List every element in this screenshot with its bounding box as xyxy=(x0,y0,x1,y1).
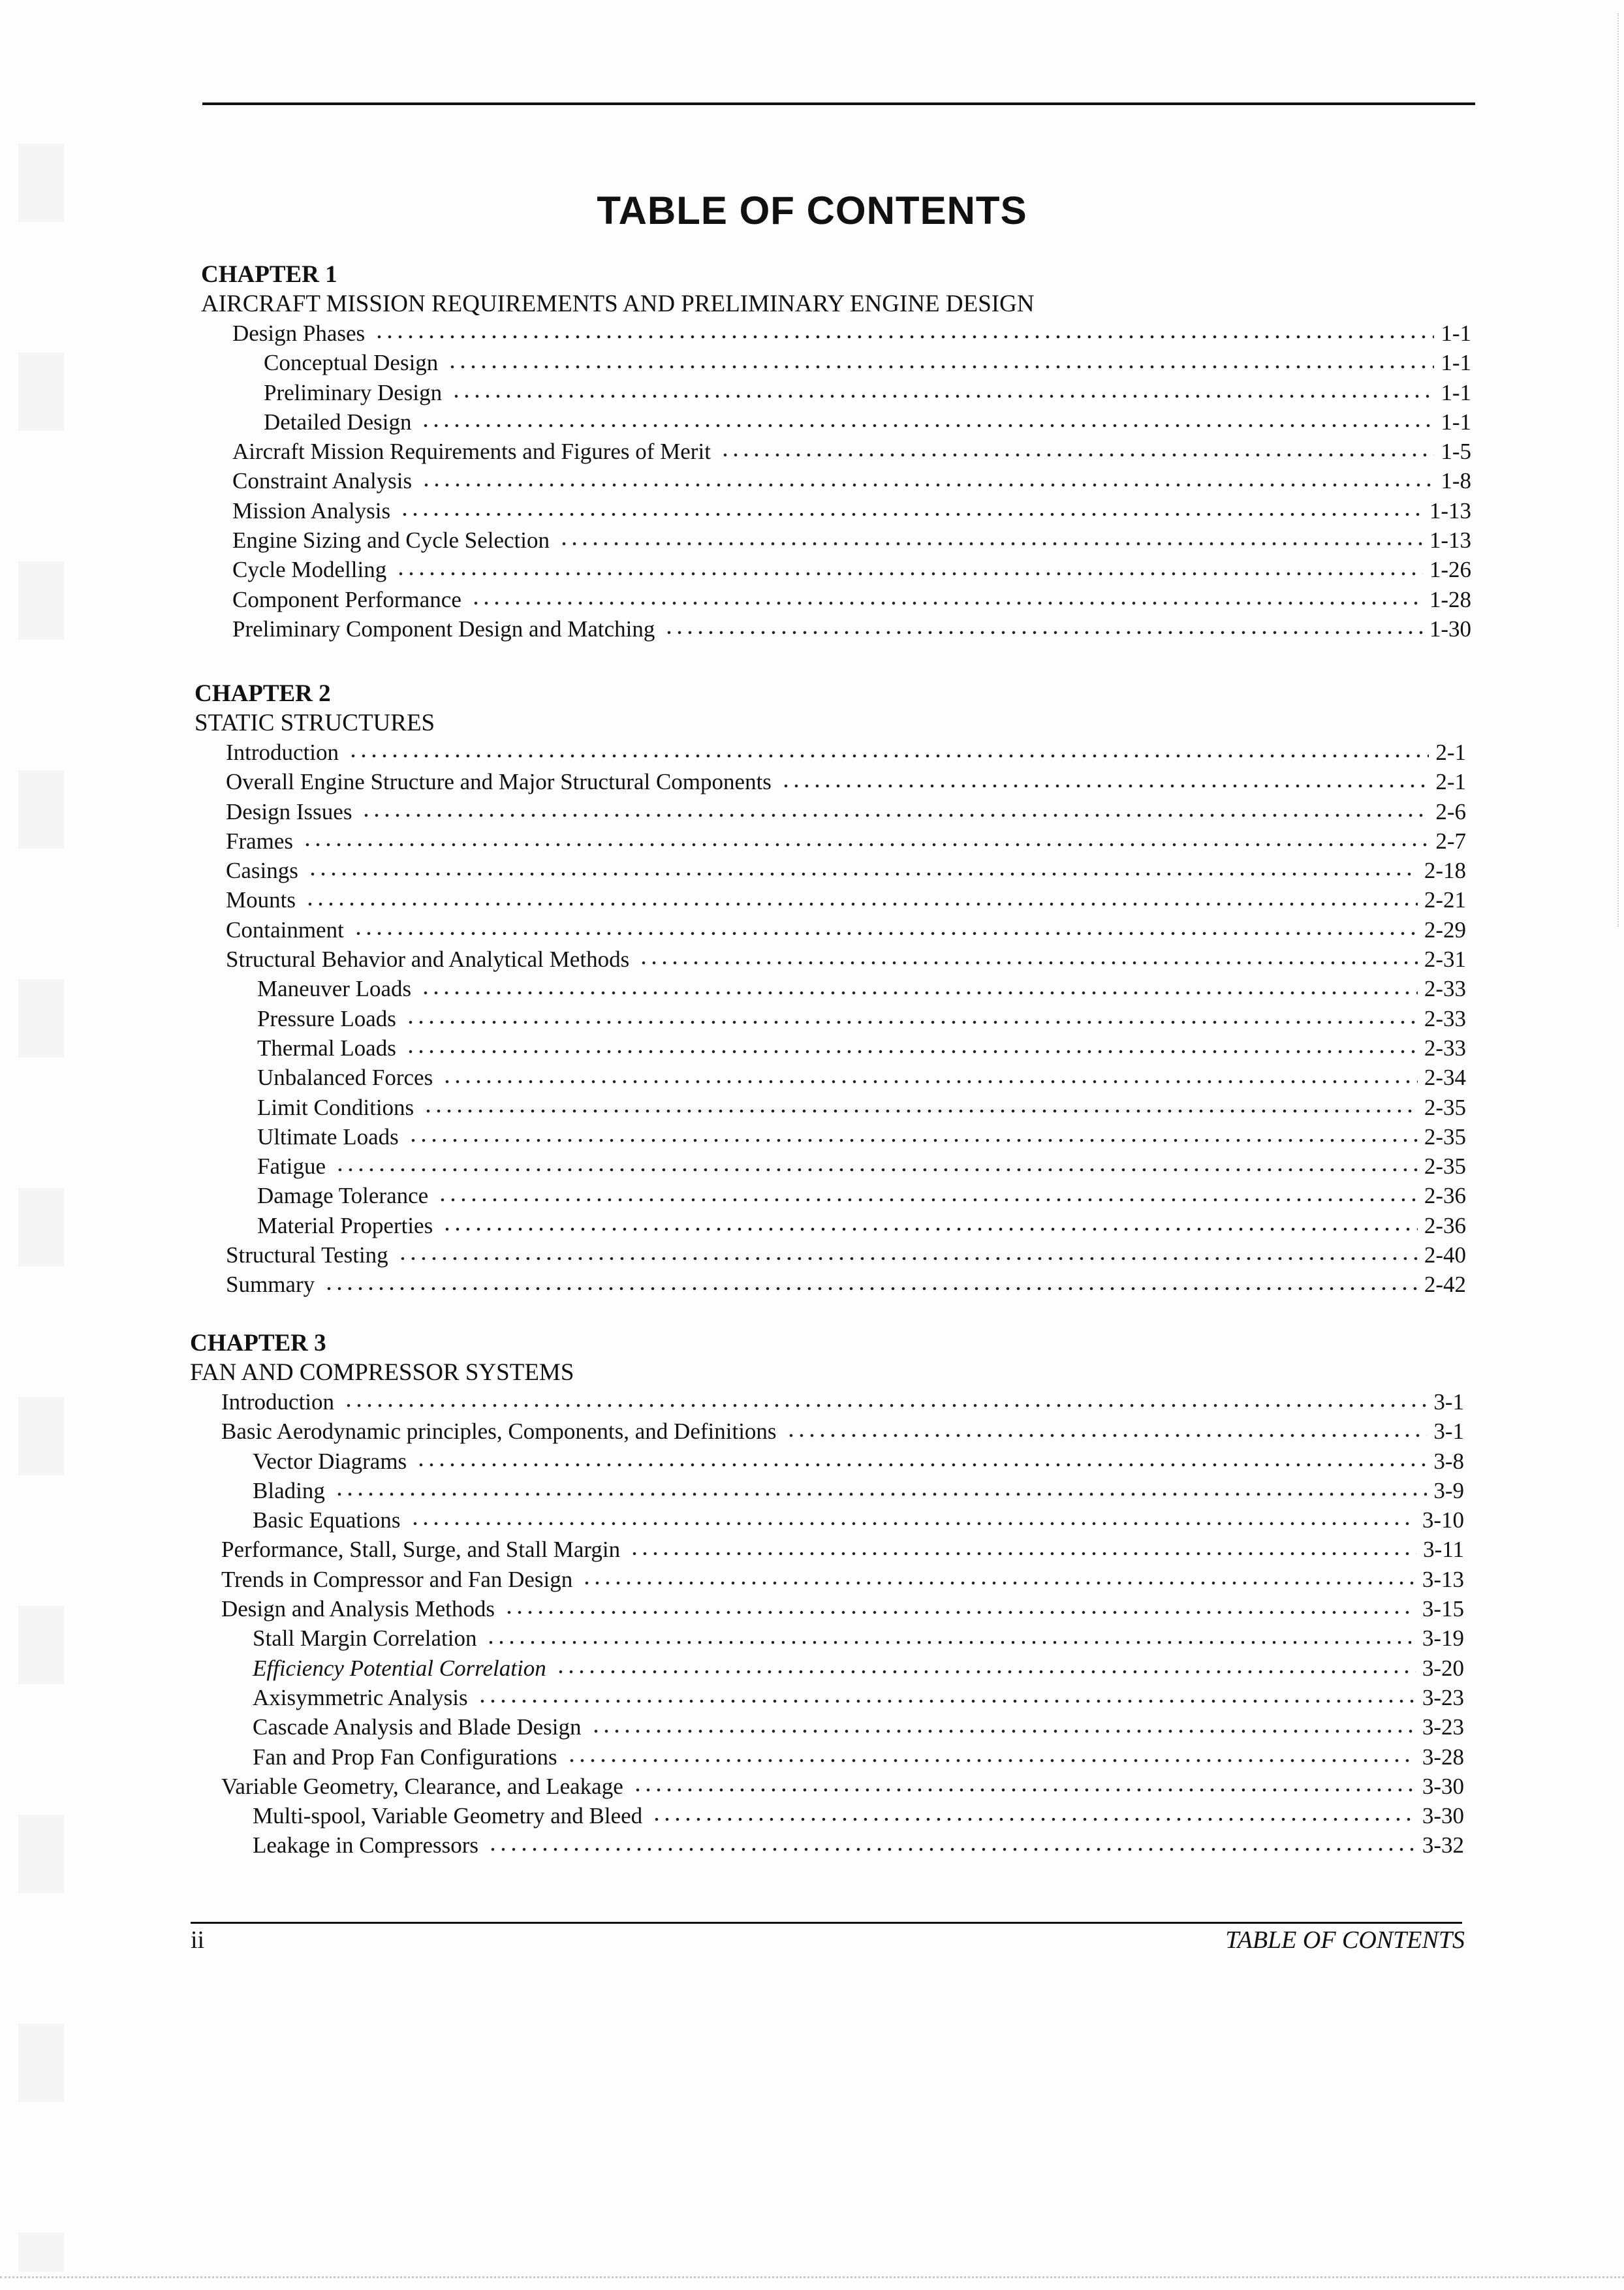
toc-entry-label: Design Phases xyxy=(232,321,366,346)
dot-leader xyxy=(408,1138,1418,1143)
chapter-entries xyxy=(190,1387,1464,1860)
footer-running-title: TABLE OF CONTENTS xyxy=(1225,1926,1465,1954)
footer-rule xyxy=(191,1922,1462,1924)
dot-leader xyxy=(307,871,1418,877)
dot-leader xyxy=(447,364,1434,369)
toc-entry xyxy=(201,614,1471,644)
dot-leader xyxy=(324,1286,1418,1291)
toc-entry-page: 1-5 xyxy=(1441,439,1471,465)
dot-leader xyxy=(420,990,1418,996)
toc-entry-page: 3-15 xyxy=(1422,1596,1464,1622)
toc-entry-label: Mission Analysis xyxy=(232,497,391,524)
scan-edge-artifact-right xyxy=(1611,13,1619,927)
toc-entry-page: 3-11 xyxy=(1423,1537,1464,1563)
toc-entry-page: 3-1 xyxy=(1433,1419,1464,1445)
dot-leader xyxy=(651,1817,1416,1822)
dot-leader xyxy=(559,541,1423,546)
toc-entry xyxy=(190,1683,1464,1712)
toc-entry-page: 3-10 xyxy=(1422,1507,1464,1533)
toc-entry-label: Aircraft Mission Requirements and Figures of Merit xyxy=(232,439,711,465)
toc-entry-page: 3-13 xyxy=(1422,1566,1464,1592)
toc-entry-page: 2-29 xyxy=(1424,917,1466,943)
toc-entry-label: Blading xyxy=(253,1477,325,1503)
toc-entry-label: Cascade Analysis and Blade Design xyxy=(253,1714,582,1740)
toc-entry-label: Pressure Loads xyxy=(257,1005,396,1031)
toc-entry-page: 3-28 xyxy=(1422,1744,1464,1770)
dot-leader xyxy=(399,512,1423,517)
toc-entry xyxy=(190,1742,1464,1772)
toc-entry xyxy=(201,378,1471,407)
toc-entry-label: Axisymmetric Analysis xyxy=(253,1684,468,1710)
dot-leader xyxy=(410,1521,1416,1526)
chapter-2-section xyxy=(195,679,1466,1300)
toc-entry-label: Frames xyxy=(226,828,294,854)
dot-leader xyxy=(629,1551,1416,1556)
chapter-entries xyxy=(201,319,1471,644)
toc-entry-page: 3-30 xyxy=(1422,1773,1464,1799)
toc-entry-page: 1-1 xyxy=(1441,350,1471,376)
dot-leader xyxy=(302,842,1429,847)
toc-entry xyxy=(190,1387,1464,1417)
toc-entry xyxy=(201,437,1471,466)
toc-entry xyxy=(190,1830,1464,1860)
toc-entry-label: Overall Engine Structure and Major Structural Components xyxy=(226,769,772,795)
toc-entry-label: Detailed Design xyxy=(264,409,412,435)
toc-entry-label: Conceptual Design xyxy=(264,350,439,376)
dot-leader xyxy=(398,1256,1418,1261)
toc-entry xyxy=(190,1772,1464,1801)
toc-entry xyxy=(190,1505,1464,1535)
toc-entry-label: Limit Conditions xyxy=(257,1094,414,1120)
toc-entry-label: Preliminary Component Design and Matching xyxy=(232,616,655,642)
toc-entry xyxy=(195,1240,1466,1270)
dot-leader xyxy=(504,1610,1416,1615)
toc-entry xyxy=(201,407,1471,437)
toc-entry-page: 1-30 xyxy=(1429,616,1471,642)
dot-leader xyxy=(343,1403,1427,1408)
dot-leader xyxy=(420,423,1434,428)
toc-entry-page: 2-35 xyxy=(1424,1153,1466,1180)
dot-leader xyxy=(405,1020,1418,1025)
toc-entry-label: Fatigue xyxy=(257,1153,326,1180)
footer-page-number: ii xyxy=(191,1926,205,1954)
toc-entry-page: 3-30 xyxy=(1422,1803,1464,1829)
toc-entry xyxy=(190,1476,1464,1505)
dot-leader xyxy=(591,1729,1416,1734)
toc-entry-label: Constraint Analysis xyxy=(232,468,413,494)
chapter-number: CHAPTER 3 xyxy=(190,1330,326,1357)
dot-leader xyxy=(348,753,1429,759)
toc-entry xyxy=(190,1447,1464,1476)
dot-leader xyxy=(582,1580,1416,1586)
toc-entry-label: Summary xyxy=(226,1272,315,1298)
toc-entry-label: Basic Aerodynamic principles, Components, and Definitions xyxy=(221,1419,777,1445)
dot-leader xyxy=(442,1079,1418,1084)
toc-entry xyxy=(201,319,1471,348)
toc-entry-label: Efficiency Potential Correlation xyxy=(253,1655,546,1681)
toc-entry-page: 1-26 xyxy=(1429,557,1471,583)
toc-entry xyxy=(190,1712,1464,1742)
chapter-title: AIRCRAFT MISSION REQUIREMENTS AND PRELIMINARY ENGINE DESIGN xyxy=(201,290,1035,317)
toc-entry-page: 2-1 xyxy=(1435,740,1466,765)
toc-entry xyxy=(201,525,1471,555)
dot-leader xyxy=(781,783,1429,789)
toc-entry-page: 3-19 xyxy=(1422,1625,1464,1652)
chapter-3-section xyxy=(190,1328,1464,1860)
chapter-entries xyxy=(195,738,1466,1300)
toc-entry-label: Material Properties xyxy=(257,1212,433,1238)
chapter-title: FAN AND COMPRESSOR SYSTEMS xyxy=(190,1359,574,1386)
dot-leader xyxy=(335,1167,1418,1172)
toc-entry-label: Component Performance xyxy=(232,586,461,612)
dot-leader xyxy=(361,813,1429,818)
toc-entry-label: Thermal Loads xyxy=(257,1035,396,1061)
toc-entry-page: 2-21 xyxy=(1424,887,1466,913)
dot-leader xyxy=(664,630,1422,635)
toc-entry-label: Stall Margin Correlation xyxy=(253,1625,477,1652)
dot-leader xyxy=(720,452,1434,458)
toc-entry-page: 2-6 xyxy=(1435,798,1466,824)
toc-entry-label: Casings xyxy=(226,858,298,884)
toc-entry xyxy=(201,555,1471,584)
dot-leader xyxy=(421,482,1434,488)
toc-entry xyxy=(201,348,1471,377)
toc-entry xyxy=(195,915,1466,945)
toc-entry-label: Unbalanced Forces xyxy=(257,1065,433,1091)
chapter-title: STATIC STRUCTURES xyxy=(195,710,435,736)
dot-leader xyxy=(305,902,1418,907)
dot-leader xyxy=(334,1492,1428,1497)
toc-entry xyxy=(195,1063,1466,1092)
toc-entry xyxy=(195,767,1466,796)
dot-leader xyxy=(423,1108,1418,1114)
toc-entry xyxy=(195,1093,1466,1122)
toc-entry-page: 3-23 xyxy=(1422,1714,1464,1740)
toc-entry-label: Structural Testing xyxy=(226,1242,388,1268)
toc-entry-label: Introduction xyxy=(221,1389,335,1415)
toc-entry-page: 2-34 xyxy=(1424,1065,1466,1091)
toc-entry-label: Multi-spool, Variable Geometry and Bleed xyxy=(253,1803,643,1829)
toc-entry-label: Mounts xyxy=(226,887,296,913)
toc-entry xyxy=(195,885,1466,915)
toc-entry-page: 2-36 xyxy=(1424,1212,1466,1238)
toc-entry-label: Engine Sizing and Cycle Selection xyxy=(232,527,550,554)
toc-entry-page: 1-1 xyxy=(1441,409,1471,435)
toc-entry-page: 2-40 xyxy=(1424,1242,1466,1268)
toc-entry-label: Trends in Compressor and Fan Design xyxy=(221,1566,573,1592)
toc-entry-page: 3-1 xyxy=(1433,1389,1464,1415)
header-rule xyxy=(202,102,1475,105)
dot-leader xyxy=(632,1787,1416,1793)
dot-leader xyxy=(567,1758,1416,1763)
dot-leader xyxy=(396,571,1423,576)
toc-entry-page: 1-1 xyxy=(1441,379,1471,405)
dot-leader xyxy=(416,1462,1427,1467)
toc-entry xyxy=(195,797,1466,826)
dot-leader xyxy=(451,394,1434,399)
toc-entry-label: Introduction xyxy=(226,740,339,765)
toc-entry xyxy=(190,1565,1464,1594)
toc-entry-label: Structural Behavior and Analytical Methods xyxy=(226,947,630,973)
toc-entry-label: Ultimate Loads xyxy=(257,1123,399,1150)
toc-entry xyxy=(195,1181,1466,1210)
toc-entry xyxy=(190,1623,1464,1653)
toc-entry xyxy=(195,1122,1466,1152)
toc-entry-label: Fan and Prop Fan Configurations xyxy=(253,1744,557,1770)
toc-entry xyxy=(195,1033,1466,1063)
toc-entry-label: Containment xyxy=(226,917,344,943)
toc-entry-page: 1-13 xyxy=(1429,497,1471,524)
dot-leader xyxy=(353,931,1418,936)
toc-entry-label: Basic Equations xyxy=(253,1507,401,1533)
toc-entry-label: Damage Tolerance xyxy=(257,1183,429,1209)
dot-leader xyxy=(405,1049,1418,1054)
dot-leader xyxy=(471,601,1423,606)
toc-entry xyxy=(195,1152,1466,1181)
toc-entry-label: Preliminary Design xyxy=(264,379,443,405)
toc-entry-label: Performance, Stall, Surge, and Stall Margin xyxy=(221,1537,621,1563)
toc-entry xyxy=(195,1004,1466,1033)
toc-entry-page: 3-20 xyxy=(1422,1655,1464,1681)
toc-entry-label: Maneuver Loads xyxy=(257,976,412,1002)
toc-entry xyxy=(190,1417,1464,1446)
dot-leader xyxy=(638,960,1418,965)
toc-entry xyxy=(190,1594,1464,1623)
toc-entry-page: 3-32 xyxy=(1422,1832,1464,1859)
toc-entry xyxy=(190,1654,1464,1683)
toc-entry-label: Design Issues xyxy=(226,798,352,824)
dot-leader xyxy=(786,1433,1428,1438)
toc-entry-page: 3-23 xyxy=(1422,1684,1464,1710)
toc-entry-page: 2-35 xyxy=(1424,1123,1466,1150)
page-title: TABLE OF CONTENTS xyxy=(597,189,1027,232)
scan-edge-artifact-left xyxy=(18,13,64,2272)
dot-leader xyxy=(477,1699,1416,1704)
dot-leader xyxy=(442,1227,1418,1232)
toc-entry-label: Vector Diagrams xyxy=(253,1448,407,1474)
toc-entry-page: 2-42 xyxy=(1424,1272,1466,1298)
toc-entry xyxy=(195,1211,1466,1240)
toc-entry xyxy=(190,1535,1464,1564)
toc-entry xyxy=(195,826,1466,856)
toc-entry-page: 2-33 xyxy=(1424,1005,1466,1031)
toc-entry xyxy=(190,1801,1464,1830)
dot-leader xyxy=(437,1197,1418,1202)
toc-entry-label: Leakage in Compressors xyxy=(253,1832,479,1859)
toc-entry-page: 1-13 xyxy=(1429,527,1471,554)
toc-entry xyxy=(201,585,1471,614)
toc-entry xyxy=(195,856,1466,885)
toc-entry-page: 2-1 xyxy=(1435,769,1466,795)
toc-entry-label: Cycle Modelling xyxy=(232,557,387,583)
toc-entry-page: 2-35 xyxy=(1424,1094,1466,1120)
toc-entry-label: Design and Analysis Methods xyxy=(221,1596,495,1622)
toc-entry-page: 3-8 xyxy=(1433,1448,1464,1474)
toc-entry-page: 3-9 xyxy=(1433,1477,1464,1503)
toc-entry xyxy=(195,945,1466,974)
toc-entry-page: 1-1 xyxy=(1441,321,1471,346)
toc-entry-page: 2-33 xyxy=(1424,976,1466,1002)
toc-entry-page: 2-31 xyxy=(1424,947,1466,973)
toc-entry-label: Variable Geometry, Clearance, and Leakage xyxy=(221,1773,623,1799)
chapter-number: CHAPTER 1 xyxy=(201,261,337,288)
toc-entry-page: 2-33 xyxy=(1424,1035,1466,1061)
toc-entry-page: 1-28 xyxy=(1429,586,1471,612)
chapter-number: CHAPTER 2 xyxy=(195,680,331,707)
toc-entry xyxy=(201,466,1471,495)
chapter-1-section xyxy=(201,260,1471,644)
dot-leader xyxy=(374,334,1434,339)
toc-entry xyxy=(195,1270,1466,1299)
toc-entry-page: 1-8 xyxy=(1441,468,1471,494)
toc-entry xyxy=(195,738,1466,767)
dot-leader xyxy=(486,1640,1415,1645)
toc-entry xyxy=(195,974,1466,1003)
toc-entry-page: 2-36 xyxy=(1424,1183,1466,1209)
dot-leader xyxy=(555,1669,1416,1674)
toc-entry-page: 2-7 xyxy=(1435,828,1466,854)
toc-entry xyxy=(201,496,1471,525)
dot-leader xyxy=(488,1847,1416,1852)
toc-entry-page: 2-18 xyxy=(1424,858,1466,884)
scan-edge-artifact-bottom xyxy=(0,2271,1624,2278)
